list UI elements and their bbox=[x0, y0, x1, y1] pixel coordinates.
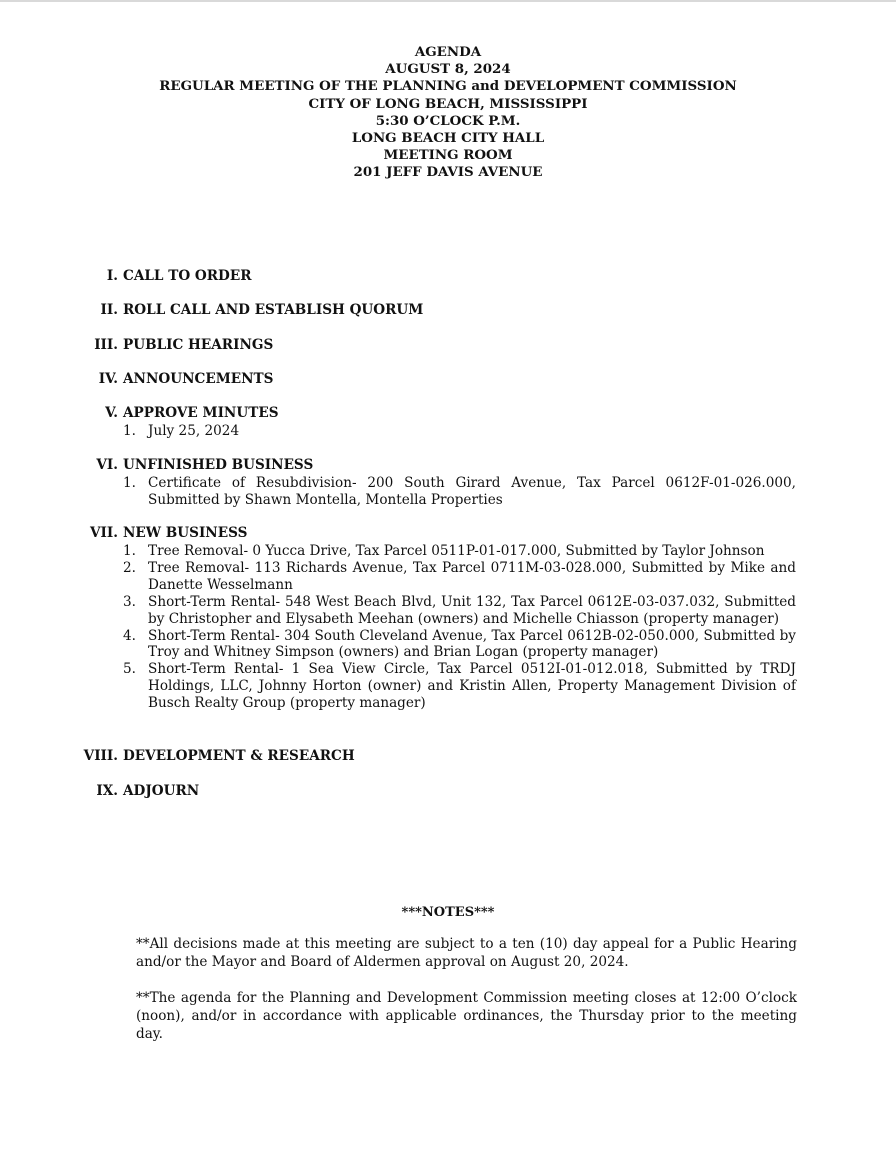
item-number: 2. bbox=[123, 559, 136, 576]
item-number: 1. bbox=[123, 475, 136, 491]
item-number: 5. bbox=[123, 661, 136, 678]
section-title: PUBLIC HEARINGS bbox=[123, 337, 274, 353]
section-numeral: VIII. bbox=[83, 748, 118, 764]
header-address: 201 JEFF DAVIS AVENUE bbox=[353, 164, 543, 181]
section-numeral: III. bbox=[94, 337, 118, 353]
section-numeral: VI. bbox=[96, 457, 118, 473]
item-number: 4. bbox=[123, 627, 136, 644]
list-item bbox=[0, 628, 896, 662]
section-title: NEW BUSINESS bbox=[123, 525, 248, 541]
section-adjourn bbox=[0, 783, 896, 801]
section-numeral: I. bbox=[106, 268, 118, 284]
item-text: July 25, 2024 bbox=[148, 423, 240, 439]
item-text: Certificate of Resubdivision- 200 South Girard Avenue, Tax Parcel 0612F-01-026.000, Submitted by Shawn Montella, Montella Properties bbox=[148, 475, 796, 508]
agenda-header bbox=[0, 44, 896, 182]
item-text: Tree Removal- 113 Richards Avenue, Tax Parcel 0711M-03-028.000, Submitted by Mike and Danette Wesselmann bbox=[148, 559, 796, 593]
section-announcements bbox=[0, 371, 896, 389]
section-title: ANNOUNCEMENTS bbox=[123, 371, 274, 387]
item-text: Short-Term Rental- 548 West Beach Blvd, Unit 132, Tax Parcel 0612E-03-037.032, Submitted by Christopher and Elysabeth Meehan (owners) and Michelle Chiasson (property manager) bbox=[148, 593, 796, 627]
section-title: APPROVE MINUTES bbox=[123, 405, 279, 421]
notes-title: ***NOTES*** bbox=[401, 905, 495, 920]
scan-edge bbox=[0, 0, 896, 2]
list-item bbox=[0, 594, 896, 628]
section-numeral: IV. bbox=[98, 371, 118, 387]
section-roll-call bbox=[0, 302, 896, 320]
section-numeral: V. bbox=[105, 405, 118, 421]
section-new-business bbox=[0, 525, 896, 712]
section-approve-minutes bbox=[0, 405, 896, 440]
header-city: CITY OF LONG BEACH, MISSISSIPPI bbox=[308, 95, 588, 112]
header-date: AUGUST 8, 2024 bbox=[385, 61, 511, 78]
list-item bbox=[0, 475, 896, 509]
section-development-research bbox=[0, 748, 896, 766]
item-number: 1. bbox=[123, 543, 136, 559]
header-meeting: REGULAR MEETING OF THE PLANNING and DEVELOPMENT COMMISSION bbox=[159, 78, 737, 95]
item-text: Short-Term Rental- 1 Sea View Circle, Tax Parcel 0512I-01-012.018, Submitted by TRDJ Holdings, LLC, Johnny Horton (owner) and Kristin Allen, Property Management Division of Busch Realty Group (property manager) bbox=[148, 661, 796, 712]
header-title: AGENDA bbox=[414, 44, 482, 60]
section-title: ROLL CALL AND ESTABLISH QUORUM bbox=[123, 302, 424, 318]
item-text: Tree Removal- 0 Yucca Drive, Tax Parcel 0511P-01-017.000, Submitted by Taylor Johnson bbox=[148, 543, 765, 559]
header-time: 5:30 O’CLOCK P.M. bbox=[375, 112, 521, 129]
list-item bbox=[0, 661, 896, 712]
header-venue: LONG BEACH CITY HALL bbox=[351, 130, 545, 147]
list-item bbox=[0, 560, 896, 594]
section-numeral: IX. bbox=[96, 783, 118, 799]
list-item bbox=[0, 543, 896, 560]
section-title: DEVELOPMENT & RESEARCH bbox=[123, 748, 355, 764]
item-number: 3. bbox=[123, 593, 136, 610]
section-title: CALL TO ORDER bbox=[123, 268, 252, 284]
header-room: MEETING ROOM bbox=[383, 147, 513, 164]
section-call-to-order bbox=[0, 268, 896, 286]
note-appeal: **All decisions made at this meeting are subject to a ten (10) day appeal for a Public Hearing and/or the Mayor and Board of Aldermen approval on August 20, 2024. bbox=[136, 936, 797, 970]
item-text: Short-Term Rental- 304 South Cleveland Avenue, Tax Parcel 0612B-02-050.000, Submitted by Troy and Whitney Simpson (owners) and Brian Logan (property manager) bbox=[148, 627, 796, 661]
item-number: 1. bbox=[123, 423, 136, 439]
section-title: ADJOURN bbox=[123, 783, 200, 799]
section-numeral: II. bbox=[100, 302, 118, 318]
list-item bbox=[0, 423, 896, 440]
section-public-hearings bbox=[0, 337, 896, 355]
note-deadline: **The agenda for the Planning and Development Commission meeting closes at 12:00 O’clock (noon), and/or in accordance with applicable ordinances, the Thursday prior to the meeting day. bbox=[136, 990, 797, 1042]
section-title: UNFINISHED BUSINESS bbox=[123, 457, 314, 473]
section-unfinished-business bbox=[0, 457, 896, 509]
section-numeral: VII. bbox=[90, 525, 118, 541]
